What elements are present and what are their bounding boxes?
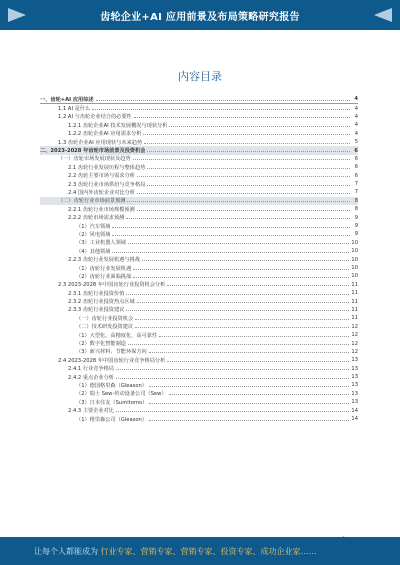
toc-leader-dots bbox=[133, 159, 350, 160]
toc-title: 内容目录 bbox=[178, 70, 222, 83]
toc-entry-page: 4 bbox=[354, 122, 358, 129]
toc-entry-label: （1）大型化、高精度化、高可靠性 bbox=[76, 332, 158, 339]
toc-leader-dots bbox=[126, 294, 349, 295]
toc-leader-dots bbox=[116, 378, 349, 379]
footer-highlight: 行业专家、营销专家、营销专家、投资专家、成功企业家…… bbox=[100, 547, 317, 556]
toc-entry-page: 7 bbox=[354, 189, 358, 196]
toc-entry[interactable] bbox=[40, 289, 358, 297]
toc-leader-dots bbox=[149, 403, 349, 404]
toc-entry[interactable] bbox=[40, 297, 358, 305]
toc-entry-label: 2.4 2023-2028 年中国齿轮行业竞争格局分析 bbox=[58, 357, 166, 364]
toc-leader-dots bbox=[137, 193, 350, 194]
toc-entry[interactable] bbox=[40, 306, 358, 314]
toc-leader-dots bbox=[169, 394, 350, 395]
toc-leader-dots bbox=[142, 260, 349, 261]
toc-entry-label: 2.2 齿轮主要市场与需求分析 bbox=[68, 173, 135, 180]
toc-entry-page: 10 bbox=[351, 265, 358, 271]
toc-leader-dots bbox=[137, 210, 350, 211]
toc-entry-label: （1）汽车领域 bbox=[76, 223, 111, 230]
toc-entry-page: 12 bbox=[351, 348, 358, 355]
toc-entry[interactable] bbox=[40, 314, 358, 322]
toc-entry-page: 9 bbox=[354, 223, 358, 230]
toc-entry-label: 1.1 AI 是什么 bbox=[58, 106, 91, 113]
toc-entry-page: 4 bbox=[354, 113, 358, 120]
toc-entry-page: 14 bbox=[351, 407, 358, 414]
toc-leader-dots bbox=[144, 143, 350, 144]
toc-entry[interactable] bbox=[40, 390, 358, 398]
toc-entry[interactable] bbox=[40, 121, 358, 129]
toc-leader-dots bbox=[149, 352, 350, 353]
toc-leader-dots bbox=[147, 185, 350, 186]
toc-entry-label: （2）数字化智能制造 bbox=[76, 341, 126, 348]
toc-leader-dots bbox=[92, 109, 350, 110]
toc-entry-page: 9 bbox=[354, 214, 358, 221]
toc-leader-dots bbox=[133, 277, 349, 278]
toc-leader-dots bbox=[96, 100, 350, 101]
toc-entry-page: 4 bbox=[354, 105, 358, 112]
toc-entry-page: 11 bbox=[351, 290, 358, 297]
toc-leader-dots bbox=[169, 126, 350, 127]
toc-entry-page: 11 bbox=[351, 315, 358, 322]
toc-leader-dots bbox=[167, 361, 349, 362]
header-title: 齿轮企业+AI 应用前景及布局策略研究报告 bbox=[100, 12, 300, 23]
toc-entry-label: 2.3.3 齿轮行业投资建议 bbox=[68, 307, 125, 314]
toc-entry[interactable] bbox=[40, 365, 358, 373]
toc-entry[interactable] bbox=[40, 163, 358, 171]
toc-leader-dots bbox=[116, 411, 349, 412]
toc-leader-dots bbox=[128, 344, 349, 345]
toc-entry-label: （2）齿轮行业面临挑战 bbox=[76, 273, 132, 280]
toc-entry[interactable] bbox=[40, 222, 358, 230]
toc-entry-label: （一）齿轮行业投资机会 bbox=[76, 315, 134, 322]
toc-entry-label: 2.3.2 齿轮行业投资热点区域 bbox=[68, 299, 135, 306]
toc-entry-page: 10 bbox=[351, 256, 358, 263]
toc-entry-label: （一）齿轮市场发展现状及趋势 bbox=[58, 156, 131, 163]
toc-entry[interactable] bbox=[40, 406, 358, 414]
toc-leader-dots bbox=[112, 252, 349, 253]
toc-entry[interactable] bbox=[40, 130, 358, 138]
toc-leader-dots bbox=[135, 319, 349, 320]
toc-entry-label: （1）格里森公司（Gleason） bbox=[76, 416, 147, 423]
toc-entry-label: 2.2.3 齿轮行业发展机遇与挑战 bbox=[68, 257, 140, 264]
toc-entry-label: 2.4.3 主要企业对比 bbox=[68, 408, 114, 415]
toc-entry-label: （2）风电领域 bbox=[76, 231, 111, 238]
toc-entry-label: （3）日本住友（Sumitomo） bbox=[76, 399, 148, 406]
toc-entry[interactable] bbox=[40, 205, 358, 213]
toc-leader-dots bbox=[126, 310, 349, 311]
toc-entry-page: 8 bbox=[354, 197, 358, 204]
toc-leader-dots bbox=[133, 269, 349, 270]
toc-entry[interactable] bbox=[40, 138, 358, 146]
toc-entry-page: 8 bbox=[354, 206, 358, 213]
toc-entry-label: 1.2.2 齿轮企业AI 应用需求分析 bbox=[68, 131, 142, 138]
toc-entry-label: 2.4.2 重点企业分析 bbox=[68, 374, 114, 381]
toc-leader-dots bbox=[143, 134, 350, 135]
toc-leader-dots bbox=[127, 201, 350, 202]
toc-entry-page: 12 bbox=[351, 332, 358, 339]
toc-entry[interactable] bbox=[40, 272, 358, 280]
toc-entry-label: 2.4 国内外齿轮企业对比分析 bbox=[68, 189, 135, 196]
toc-entry-label: （二）齿轮行业市场前景预测 bbox=[58, 198, 126, 205]
toc-entry-page: 5 bbox=[354, 139, 358, 146]
toc-entry-label: （3）新兴材料、节能环保方向 bbox=[76, 349, 147, 356]
toc-entry-label: 1.2.1 齿轮企业AI 技术发展概况与现状分析 bbox=[68, 122, 168, 129]
toc-entry-page: 4 bbox=[354, 96, 358, 103]
toc-entry-label: 2.3 齿轮行业市场供给与竞争格局 bbox=[68, 181, 146, 188]
toc-entry-label: 1.2 AI 与齿轮企业结合的必要性 bbox=[58, 114, 132, 121]
toc-entry-label: （二）技术研发投资建议 bbox=[76, 324, 134, 331]
toc-entry[interactable] bbox=[40, 188, 358, 196]
toc-entry-label: 2.4.1 行业竞争格局 bbox=[68, 366, 114, 373]
toc-entry[interactable] bbox=[40, 339, 358, 347]
toc-entry-label: 1.3 齿轮企业AI 应用现状与未来趋势 bbox=[58, 139, 143, 146]
toc-entry[interactable] bbox=[40, 255, 358, 263]
footer-slogan bbox=[34, 546, 317, 557]
toc-entry-page: 13 bbox=[351, 399, 358, 406]
toc-entry[interactable] bbox=[40, 247, 358, 255]
toc-entry-page: 13 bbox=[351, 357, 358, 364]
toc-entry-label: 2.2.1 齿轮行业市场规模预测 bbox=[68, 206, 135, 213]
toc-entry[interactable] bbox=[40, 230, 358, 238]
toc-entry-page: 13 bbox=[351, 390, 358, 397]
toc-leader-dots bbox=[149, 420, 349, 421]
toc-leader-dots bbox=[167, 285, 349, 286]
toc-entry[interactable] bbox=[40, 348, 358, 356]
toc-entry[interactable] bbox=[40, 155, 358, 163]
toc-entry-page: 10 bbox=[351, 239, 358, 246]
toc-entry[interactable] bbox=[40, 146, 358, 154]
toc-leader-dots bbox=[126, 218, 350, 219]
toc-entry[interactable] bbox=[40, 281, 358, 289]
toc-entry[interactable] bbox=[40, 213, 358, 221]
toc-entry-page: 14 bbox=[351, 416, 358, 423]
toc-entry[interactable] bbox=[40, 104, 358, 112]
toc-entry-page: 11 bbox=[351, 306, 358, 313]
toc-leader-dots bbox=[128, 243, 349, 244]
toc-entry-page: 4 bbox=[354, 130, 358, 137]
toc-entry-label: 2.3.1 齿轮行业投资价值 bbox=[68, 290, 125, 297]
toc-entry[interactable] bbox=[40, 356, 358, 364]
page-footer bbox=[0, 537, 400, 565]
toc-entry[interactable] bbox=[40, 373, 358, 381]
toc-entry-page: 7 bbox=[354, 181, 358, 188]
toc-entry[interactable] bbox=[40, 381, 358, 389]
toc-leader-dots bbox=[135, 327, 349, 328]
toc-entry-page: 13 bbox=[351, 374, 358, 381]
toc-entry[interactable] bbox=[40, 95, 358, 104]
toc-entry-page: 6 bbox=[354, 155, 358, 162]
toc-entry-page: 6 bbox=[354, 172, 358, 179]
toc-leader-dots bbox=[147, 151, 350, 152]
toc-entry-label: 一、齿轮+AI 应用综述 bbox=[40, 96, 94, 103]
toc-entry-label: （4）其他领域 bbox=[76, 248, 111, 255]
toc-leader-dots bbox=[134, 117, 350, 118]
toc-entry-label: 2.2.2 齿轮市场需求预测 bbox=[68, 215, 125, 222]
toc-entry-label: （1）齿轮行业发展机遇 bbox=[76, 265, 132, 272]
toc-leader-dots bbox=[137, 176, 350, 177]
toc-leader-dots bbox=[149, 386, 349, 387]
toc-leader-dots bbox=[112, 227, 350, 228]
toc-entry[interactable] bbox=[40, 113, 358, 121]
toc-entry-page: 6 bbox=[354, 147, 358, 154]
toc-entry-label: 2.3 2023-2028 年中国齿轮行业投资机会分析 bbox=[58, 282, 166, 289]
toc-entry-label: 二、2023-2028 年齿轮市场前景及投资机会 bbox=[40, 148, 146, 155]
toc-entry-page: 12 bbox=[351, 340, 358, 347]
toc-entry-label: 2.1 齿轮行业发展历程与整体趋势 bbox=[68, 164, 146, 171]
toc-leader-dots bbox=[147, 168, 350, 169]
page-header bbox=[0, 0, 400, 30]
toc-entry-label: （1）德国格里森（Gleason） bbox=[76, 382, 147, 389]
toc-entry[interactable] bbox=[40, 180, 358, 188]
toc-entry[interactable] bbox=[40, 197, 358, 205]
toc-entry-label: （3）工业机器人领域 bbox=[76, 240, 126, 247]
toc-entry[interactable] bbox=[40, 264, 358, 272]
toc-leader-dots bbox=[137, 302, 350, 303]
toc-entry-page: 11 bbox=[351, 298, 358, 305]
toc-entry-page: 13 bbox=[351, 382, 358, 389]
toc-entry-page: 10 bbox=[351, 248, 358, 255]
toc-entry-page: 10 bbox=[351, 273, 358, 280]
toc-leader-dots bbox=[112, 235, 350, 236]
toc-entry[interactable] bbox=[40, 398, 358, 406]
table-of-contents bbox=[40, 95, 358, 423]
toc-entry[interactable] bbox=[40, 331, 358, 339]
toc-entry[interactable] bbox=[40, 239, 358, 247]
toc-entry-page: 13 bbox=[351, 365, 358, 372]
toc-entry-label: （2）瑞士 Sew-传动设备公司（Sew） bbox=[76, 391, 167, 398]
toc-entry-page: 9 bbox=[354, 231, 358, 238]
toc-entry-page: 12 bbox=[351, 323, 358, 330]
toc-entry-page: 11 bbox=[351, 281, 358, 288]
toc-entry[interactable] bbox=[40, 172, 358, 180]
toc-entry[interactable] bbox=[40, 415, 358, 423]
footer-lead: 让每个人都能成为 bbox=[34, 547, 98, 556]
toc-leader-dots bbox=[116, 369, 349, 370]
toc-entry-page: 6 bbox=[354, 164, 358, 171]
toc-entry[interactable] bbox=[40, 323, 358, 331]
toc-leader-dots bbox=[159, 336, 349, 337]
